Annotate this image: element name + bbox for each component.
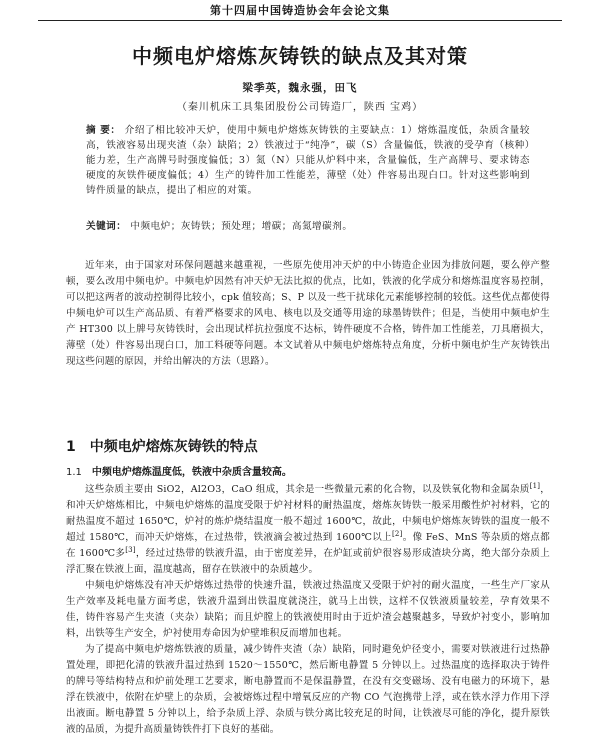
introduction [66, 258, 550, 370]
section-paragraph-3: 为了提高中频电炉熔炼铁液的质量，减少铸件夹渣（杂）缺陷，同时避免炉径变小，需要对铁液进行过热静置处理，即把化清的铁液升温过热到 1520～1550℃，然后断电静置 5 分钟以上。过热温度的选择取决于铸件的牌号等结构特点和炉前处理工艺要求，断电静置而不是保温静置，在没有交变磁场、没有电磁力的环境下，悬浮在铁液中，依附在炉壁上的杂质，会被熔炼过程中增氧反应的产物 CO 气泡携带上浮，或在铁水浮力作用下浮出液面。断电静置 5 分钟以上，给予杂质上浮、杂质与铁分离比较充足的时间，让铁液尽可能的净化，提升原铁液的品质，为提升高质量铸铁件打下良好的基础。 [66, 644, 550, 735]
section-title: 中频电炉熔炼灰铸铁的特点 [89, 439, 258, 455]
paper-title: 中频电炉熔炼灰铸铁的缺点及其对策 [132, 44, 468, 68]
abstract-text: 介绍了相比较冲天炉，使用中频电炉熔炼灰铸铁的主要缺点：1）熔炼温度低，杂质含量较高，铁液容易出现夹渣（杂）缺陷；2）铁液过于“纯净”，碳（S）含量偏低，铁液的受孕育（核种）能力差，生产高牌号时强度偏低；3）氮（N）只能从炉料中来，含量偏低，生产高牌号、要求铸态硬度的灰铁件硬度偏低；4）生产的铸件加工性能差，薄壁（处）件容易出现白口。针对这些影响到铸件质量的缺点，提出了相应的对策。 [86, 125, 531, 196]
section-paragraph-2: 中频电炉熔炼没有冲天炉熔炼过热带的快速升温，铁液过热温度又受限于炉衬的耐火温度，一些生产厂家从生产效率及耗电量方面考虑，铁液升温到出铁温度就浇注，就马上出铁，这样不仅铁液质量较差，孕育效果不佳，铸件容易产生夹渣（夹杂）缺陷；而且炉膛上的铁液使用时由于近炉渣会越聚越多，导致炉衬变小，影响加料，出铁等生产安全，炉衬使用寿命因为炉壁堆积反而增加也耗。 [66, 580, 550, 639]
abstract-label: 摘 要： [86, 125, 121, 136]
subsection-title: 中频电炉熔炼温度低，铁液中杂质含量较高。 [91, 467, 292, 478]
citation-2: [2] [392, 529, 403, 538]
section-heading [66, 436, 258, 456]
para1-text-c: 。像 FeS、MnS 等杂质的熔点都在 1600℃多 [66, 532, 550, 559]
running-header [38, 2, 562, 21]
citation-1: [1] [529, 481, 541, 490]
section-number: 1 [66, 439, 76, 455]
subsection-heading [66, 463, 292, 478]
para1-text-b: ，和冲天炉熔炼相比，中频电炉熔炼的温度受限于炉衬材料的耐热温度，熔炼灰铸铁一般采用酸性炉衬材料，它的耐热温度不超过 1650℃，炉衬的炼炉烧结温度一般不超过 1600℃，故此，中频电炉熔炼灰铸铁的温度一般不超过 1580℃，而冲天炉熔炼，在过热带，铁液滴会被过热到 1600℃以上 [66, 484, 550, 543]
keywords [86, 219, 530, 234]
abstract [86, 123, 530, 198]
paper-affiliation: （秦川机床工具集团股份公司铸造厂，陕西 宝鸡） [176, 102, 424, 113]
citation-3: [3] [125, 545, 136, 554]
section-body [66, 482, 550, 738]
intro-paragraph: 近年来，由于国家对环保问题越来越重视，一些原先使用冲天炉的中小铸造企业因为排放问题，要么停产整顿，要么改用中频电炉。中频电炉因然有冲天炉无法比拟的优点，比如，铁液的化学成分和熔炼温度容易控制，可以把这两者的波动控制得比较小，cpk 值较高；S、P 以及一些干扰球化元素能够控制的较低。这些优点都使得中频电炉可以生产高品质、有着严格要求的风电、核电以及交通等用途的球墨铸铁件；但是，当使用中频电炉生产 HT300 以上牌号灰铸铁时，会出现试样抗拉强度不达标，铸件硬度不合格，铸件加工性能差，刀具磨损大，薄壁（处）件容易出现白口，加工料硬等问题。本文试着从中频电炉熔炼特点角度，分析中频电炉生产灰铸铁出现这些问题的原因，并给出解决的方法（思路）。 [66, 260, 550, 367]
section-paragraph-1 [66, 482, 550, 578]
keywords-label: 关键词： [86, 221, 127, 232]
para1-text-d: ，经过过热带的铁液升温，由于密度差异，在炉缸或前炉很容易形成渣块分离，绝大部分杂质上浮汇聚在铁液上面，温度越高，留存在铁液中的杂质越少。 [66, 548, 550, 575]
running-header-title: 第十四届中国铸造协会年会论文集 [210, 4, 390, 17]
keywords-text: 中频电炉；灰铸铁；预处理；增碳；高氮增碳剂。 [130, 221, 353, 232]
para1-text-a: 这些杂质主要由 SiO2，Al2O3，CaO 组成，其余是一些微量元素的化合物，以及铁氧化物和金属杂质 [85, 484, 530, 495]
subsection-number: 1.1 [66, 467, 82, 478]
paper-authors: 梁季英，魏永强，田飞 [242, 82, 358, 94]
